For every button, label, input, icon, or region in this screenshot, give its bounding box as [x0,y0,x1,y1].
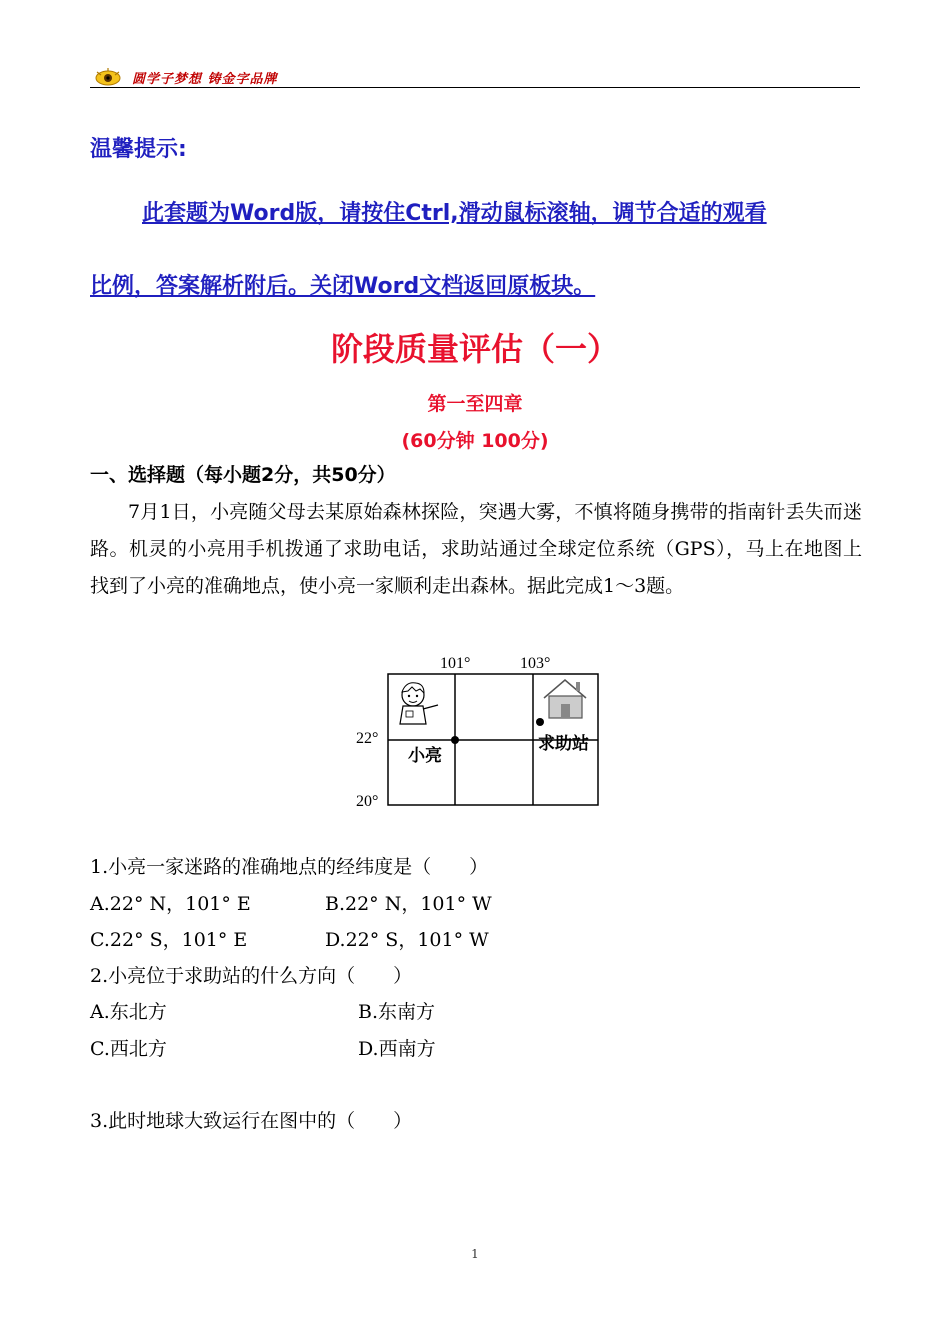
tip-line-2: 比例，答案解析附后。关闭Word文档返回原板块。 [90,274,596,299]
question-2: 2.小亮位于求助站的什么方向（ ） [90,965,413,987]
station-location-dot [536,718,544,726]
page-number: 1 [471,1247,479,1261]
q1-option-c[interactable]: C.22° S，101° E [90,929,248,951]
latitude-label-20: 20° [356,793,379,810]
page-title: 阶段质量评估（一） [330,330,619,368]
question-3: 3.此时地球大致运行在图中的（ ） [90,1110,413,1132]
longitude-label-103: 103° [520,655,551,672]
longitude-label-101: 101° [440,655,471,672]
q2-option-c[interactable]: C.西北方 [90,1038,167,1060]
q1-option-a[interactable]: A.22° N，101° E [90,893,251,915]
boy-icon [400,683,438,724]
latitude-label-22: 22° [356,730,379,747]
tip-title: 温馨提示: [90,137,187,162]
q2-option-d[interactable]: D.西南方 [358,1038,436,1060]
house-icon [544,680,586,718]
q1-option-b[interactable]: B.22° N，101° W [325,893,492,915]
eye-logo-icon [94,66,122,88]
page-header [90,64,860,88]
person-location-dot [451,736,459,744]
q2-option-b[interactable]: B.东南方 [358,1001,436,1023]
coordinate-map [340,648,620,813]
chapter-range: 第一至四章 [427,393,523,415]
station-label: 求助站 [538,734,589,754]
exam-timing: (60分钟 100分) [401,430,549,452]
question-intro: 7月1日，小亮随父母去某原始森林探险，突遇大雾，不慎将随身携带的指南针丢失而迷路。机灵的小亮用手机拨通了求助电话，求助站通过全球定位系统（GPS），马上在地图上找到了小亮的准确地点，使小亮一家顺利走出森林。据此完成1～3题。 [90,501,862,597]
tip-line-1: 此套题为Word版，请按住Ctrl,滑动鼠标滚轴，调节合适的观看 [142,201,767,226]
header-divider [90,87,860,88]
question-1: 1.小亮一家迷路的准确地点的经纬度是（ ） [90,856,489,878]
q2-option-a[interactable]: A.东北方 [90,1001,167,1023]
section-heading: 一、选择题（每小题2分，共50分） [90,464,396,486]
q1-option-d[interactable]: D.22° S，101° W [325,929,489,951]
header-slogan: 圆学子梦想 铸金字品牌 [132,72,278,87]
person-label: 小亮 [408,746,442,766]
